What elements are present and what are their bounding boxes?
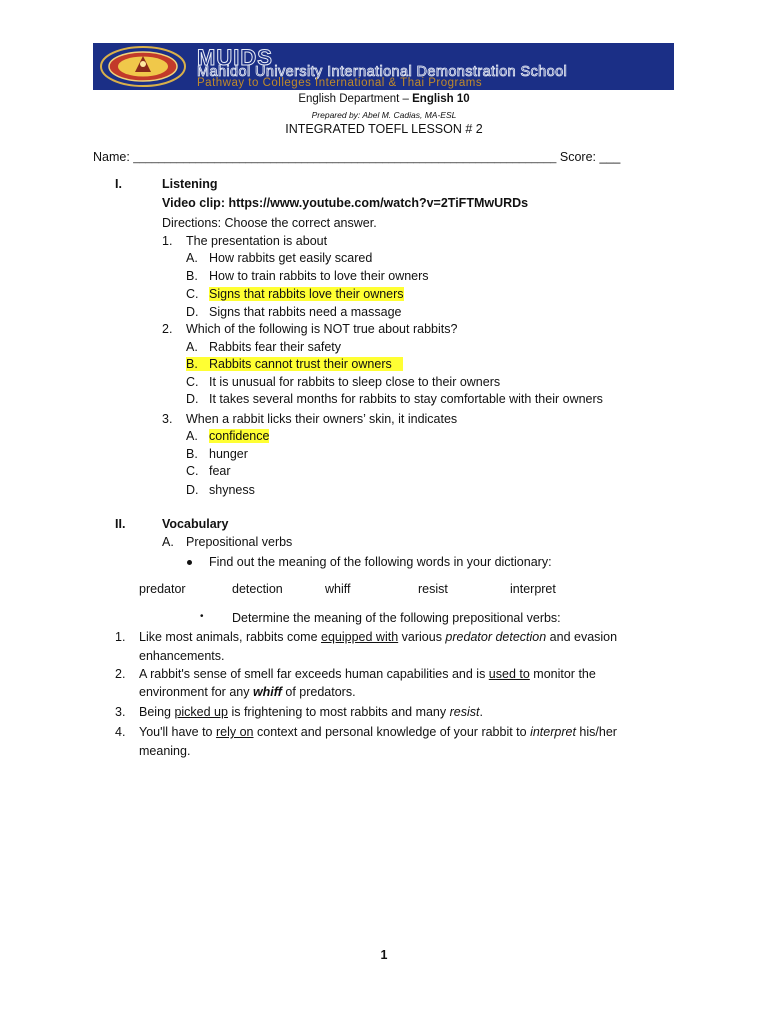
vocab-term: interpret <box>530 725 576 739</box>
banner-title: MUIDS <box>197 45 273 70</box>
page-number: 1 <box>380 948 388 962</box>
banner-tagline: Pathway to Colleges International & Thai Programs <box>197 77 483 89</box>
option-letter: A. <box>186 251 198 265</box>
sentence-text: Like most animals, rabbits come <box>139 630 322 644</box>
vocab-term: whiff <box>252 685 282 699</box>
vocab-word: interpret <box>510 582 556 596</box>
option-letter: C. <box>186 464 199 478</box>
sentence-text: and evasion <box>546 630 618 644</box>
prepared-by: Prepared by: Abel M. Cadias, MA-ESL <box>311 110 457 120</box>
item-sentence <box>139 725 617 739</box>
item-sentence <box>139 630 617 644</box>
name-score-line <box>93 150 620 164</box>
score-label: Score: ___ <box>556 150 621 164</box>
item-number: 1. <box>115 630 126 644</box>
item-sentence <box>139 705 483 719</box>
option-letter: D. <box>186 392 199 406</box>
directions: Directions: Choose the correct answer. <box>162 216 377 230</box>
sentence-text: various <box>398 630 446 644</box>
bullet-icon: • <box>200 611 204 622</box>
sentence-text: . <box>479 705 483 719</box>
option-text: fear <box>209 464 231 478</box>
banner-subtitle: Mahidol University International Demonstration School <box>197 64 568 80</box>
prepositional-verb: picked up <box>174 705 228 719</box>
question-number: 2. <box>162 322 173 336</box>
option-text: shyness <box>209 483 255 497</box>
option-letter: B. <box>186 357 198 371</box>
question-number: 1. <box>162 234 173 248</box>
sentence-text: You'll have to <box>139 725 216 739</box>
option-letter: D. <box>186 483 199 497</box>
sentence-text: is frightening to most rabbits and many <box>227 705 450 719</box>
prepositional-verb: equipped with <box>321 630 399 644</box>
option-letter: A. <box>186 340 198 354</box>
option-text-highlighted-answer: Signs that rabbits love their owners <box>209 287 404 301</box>
question-text: When a rabbit licks their owners’ skin, it indicates <box>186 412 458 426</box>
option-letter: B. <box>186 447 198 461</box>
name-label: Name: <box>93 150 134 164</box>
item-sentence-cont <box>139 685 356 699</box>
vocab-term: resist <box>449 705 480 719</box>
department-label: English Department – <box>298 93 413 105</box>
sentence-text: A rabbit's sense of smell far exceeds human capabilities and is <box>139 667 489 681</box>
school-banner <box>93 43 674 90</box>
option-text: It is unusual for rabbits to sleep close to their owners <box>209 375 501 389</box>
lesson-title: INTEGRATED TOEFL LESSON # 2 <box>285 122 483 136</box>
option-text: How to train rabbits to love their owners <box>209 269 429 283</box>
vocab-word: resist <box>418 582 448 596</box>
option-letter: C. <box>186 375 199 389</box>
option-letter: A. <box>186 429 198 443</box>
video-clip-link[interactable]: Video clip: https://www.youtube.com/watch?v=2TiFTMwURDs <box>162 196 529 210</box>
item-number: 3. <box>115 705 126 719</box>
prep-instruction: Determine the meaning of the following prepositional verbs: <box>232 611 561 625</box>
sentence-text: environment for any <box>139 685 253 699</box>
section-1-numeral: I. <box>115 177 122 191</box>
course-label: English 10 <box>412 93 470 105</box>
bullet-icon <box>187 555 192 569</box>
section-1-title: Listening <box>162 177 218 191</box>
prepositional-verb: rely on <box>215 725 254 739</box>
option-text: Rabbits cannot trust their owners <box>209 357 392 371</box>
sentence-text: his/her <box>575 725 617 739</box>
option-text: hunger <box>209 447 248 461</box>
sentence-text: Being <box>139 705 175 719</box>
subsection-title: Prepositional verbs <box>186 535 293 549</box>
section-2-title: Vocabulary <box>162 517 229 531</box>
vocab-word: whiff <box>325 582 351 596</box>
section-2-numeral: II. <box>115 517 126 531</box>
question-text: The presentation is about <box>186 234 328 248</box>
item-sentence-cont: enhancements. <box>139 649 225 663</box>
option-text: How rabbits get easily scared <box>209 251 373 265</box>
question-text: Which of the following is NOT true about rabbits? <box>186 322 458 336</box>
option-highlighted-answer <box>186 357 403 371</box>
option-letter: D. <box>186 305 199 319</box>
school-seal-logo <box>99 46 187 87</box>
sentence-text: of predators. <box>281 685 356 699</box>
option-text: Rabbits fear their safety <box>209 340 342 354</box>
option-text: Signs that rabbits need a massage <box>209 305 402 319</box>
option-text: It takes several months for rabbits to stay comfortable with their owners <box>209 392 603 406</box>
sentence-text: context and personal knowledge of your rabbit to <box>253 725 531 739</box>
subsection-letter: A. <box>162 535 174 549</box>
vocab-word: predator <box>139 582 186 596</box>
item-sentence-cont: meaning. <box>139 744 191 758</box>
question-number: 3. <box>162 412 173 426</box>
sentence-text: monitor the <box>529 667 596 681</box>
department-line <box>0 93 768 105</box>
option-letter: C. <box>186 287 199 301</box>
item-number: 2. <box>115 667 126 681</box>
name-blank[interactable]: ____________________________________________________________________ <box>133 152 557 164</box>
dictionary-instruction: Find out the meaning of the following words in your dictionary: <box>209 555 552 569</box>
option-letter: B. <box>186 269 198 283</box>
option-text-highlighted-answer: confidence <box>209 429 270 443</box>
item-sentence <box>139 667 596 681</box>
vocab-term: predator detection <box>445 630 547 644</box>
vocab-word: detection <box>232 582 283 596</box>
prepositional-verb: used to <box>488 667 530 681</box>
item-number: 4. <box>115 725 126 739</box>
